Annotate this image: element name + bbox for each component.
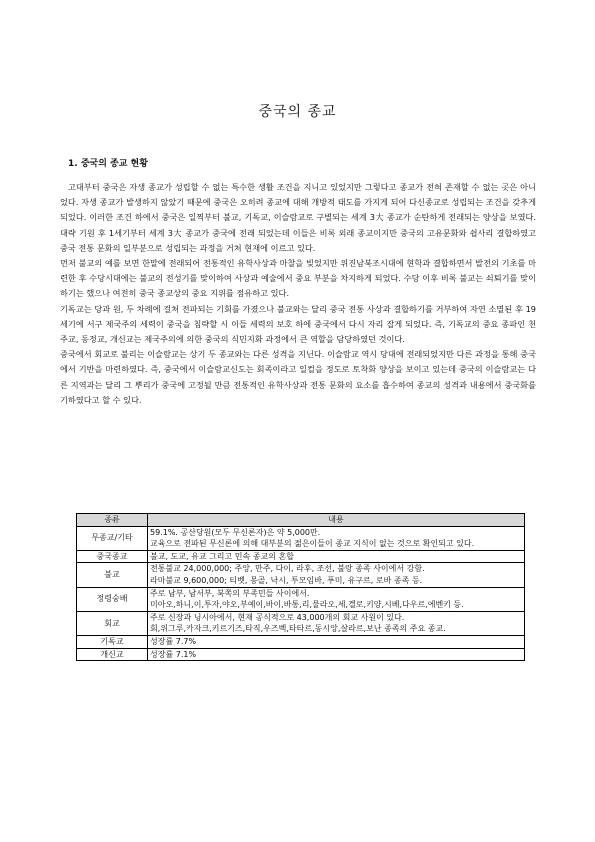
row-line: 회,위그루,카자크,키르기즈,타직,우즈벡,타타르,동시앙,살라르,보난 종족의 주요 종교. <box>150 624 446 634</box>
header-content: 내용 <box>148 514 525 527</box>
row-line: 주로 신장과 닝시아에서, 현재 공식적으로 43,000개의 회교 사원이 있다. <box>150 612 405 622</box>
row-line: 성장률 7.7% <box>150 636 197 646</box>
table-row <box>77 648 525 661</box>
row-line: 성장률 7.1% <box>150 649 197 659</box>
row-category: 불교 <box>77 563 148 587</box>
row-content <box>148 550 525 563</box>
row-category: 개신교 <box>77 648 148 661</box>
row-category: 기독교 <box>77 635 148 648</box>
row-line: 불교, 도교, 유교 그리고 민속 종교의 혼합 <box>150 551 294 561</box>
row-line: 주로 남부, 남서부, 북쪽의 부족민들 사이에서. <box>150 588 310 598</box>
page-title: 중국의 종교 <box>258 104 337 120</box>
row-content <box>148 526 525 550</box>
table-row <box>77 563 525 587</box>
table-row <box>77 611 525 635</box>
body-text <box>60 180 536 408</box>
header-type: 종류 <box>77 514 148 527</box>
paragraph: 기독교는 당과 원, 두 차례에 걸쳐 전파되는 기회를 가졌으나 불교와는 달리 중국 전통 사상과 결합하기를 거부하여 자연 소멸된 후 19세기에 서구 제국주의 세력이 중국을 침략할 시 이들 세력의 보호 하에 중국에서 다시 자리 잡게 되었다. 즉, 기독교의 중요 종파인 천주교, 동정교, 개신교는 제국주의에 의한 중국의 식민지화 과정에서 큰 역할을 담당하였던 것이다. <box>60 303 536 345</box>
row-content <box>148 563 525 587</box>
row-line: 라마불교 9,600,000; 티벳, 몽골, 낙시, 투모임바, 푸미, 유구르, 로바 종족 등. <box>150 575 423 585</box>
section-heading: 1. 중국의 종교 현황 <box>68 159 148 169</box>
row-category: 회교 <box>77 611 148 635</box>
paragraph: 고대부터 중국은 자생 종교가 성립할 수 없는 특수한 생활 조건을 지니고 있었지만 그렇다고 종교가 전혀 존재할 수 없는 곳은 아니었다. 자생 종교가 발생하지 않았기 때문에 중국은 오히려 종교에 대해 개방적 태도를 가지게 되어 다신종교로 성립되는 조건을 갖추게 되었다. 이러한 조건 하에서 중국은 일찍부터 불교, 기독교, 이슬람교로 구별되는 세계 3大 종교가 순탄하게 전래되는 양상을 보였다. 대략 기원 후 1세기부터 세계 3大 종교가 중국에 전래 되었는데 이들은 비록 외래 종교이지만 중국의 고유문화와 쉽사리 결합하였고 중국 전통 문화의 일부분으로 성립되는 과정을 거쳐 현재에 이르고 있다. <box>60 182 536 253</box>
row-line: 59.1%. 공산당원(모두 무신론자)은 약 5,000만. <box>150 527 321 537</box>
paragraph: 먼저 불교의 예를 보면 한말에 전래되어 전통적인 유학사상과 마찰을 빚었지만 위진남북조시대에 현학과 결합하면서 발전의 기초를 마련한 후 수당시대에는 불교의 전성기를 맞이하여 사상과 예술에서 중요 부분을 차지하게 되었다. 수당 이후 비록 불교는 쇠퇴기를 맞이하기는 했으나 여전히 중국 종교상의 중요 지위를 점유하고 있다. <box>60 258 536 299</box>
row-content <box>148 611 525 635</box>
table-row <box>77 587 525 611</box>
row-content <box>148 587 525 611</box>
paragraph: 중국에서 회교로 불리는 이슬람교는 상기 두 종교와는 다른 성격을 지닌다. 이슬람교 역시 당대에 전래되었지만 다른 과정을 통해 중국에서 기반을 마련하였다. 즉, 중국에서 이슬람교신도는 회족이라고 일컬을 정도로 토착화 양상을 보이고 있는데 중국의 이슬람교는 다른 지역과는 달리 그 뿌리가 중국에 고정될 만큼 전통적인 유학사상과 전통 문화의 요소를 흡수하여 종교의 성격과 내용에서 중국화를 기하였다고 할 수 있다. <box>60 349 536 405</box>
row-category: 정령숭배 <box>77 587 148 611</box>
table-row <box>77 550 525 563</box>
row-content <box>148 635 525 648</box>
table-header-row <box>77 514 525 527</box>
row-category: 중국종교 <box>77 550 148 563</box>
religion-table <box>76 513 525 661</box>
row-category: 무종교/기타 <box>77 526 148 550</box>
row-line: 미아오,하니,이,투자,야오,부예이,바이,바통,리,물라오,세,겔로,키양,시베,다우르,에벤키 등. <box>150 600 464 610</box>
row-content <box>148 648 525 661</box>
row-line: 전통불교 24,000,000; 주앙, 만주, 다이, 라후, 조선, 불랑 종족 사이에서 강함. <box>150 564 425 574</box>
table-row <box>77 526 525 550</box>
row-line: 교육으로 전파된 무신론에 의해 대부분의 젊은이들이 종교 지식이 없는 것으로 확인되고 있다. <box>150 539 475 549</box>
table-row <box>77 635 525 648</box>
